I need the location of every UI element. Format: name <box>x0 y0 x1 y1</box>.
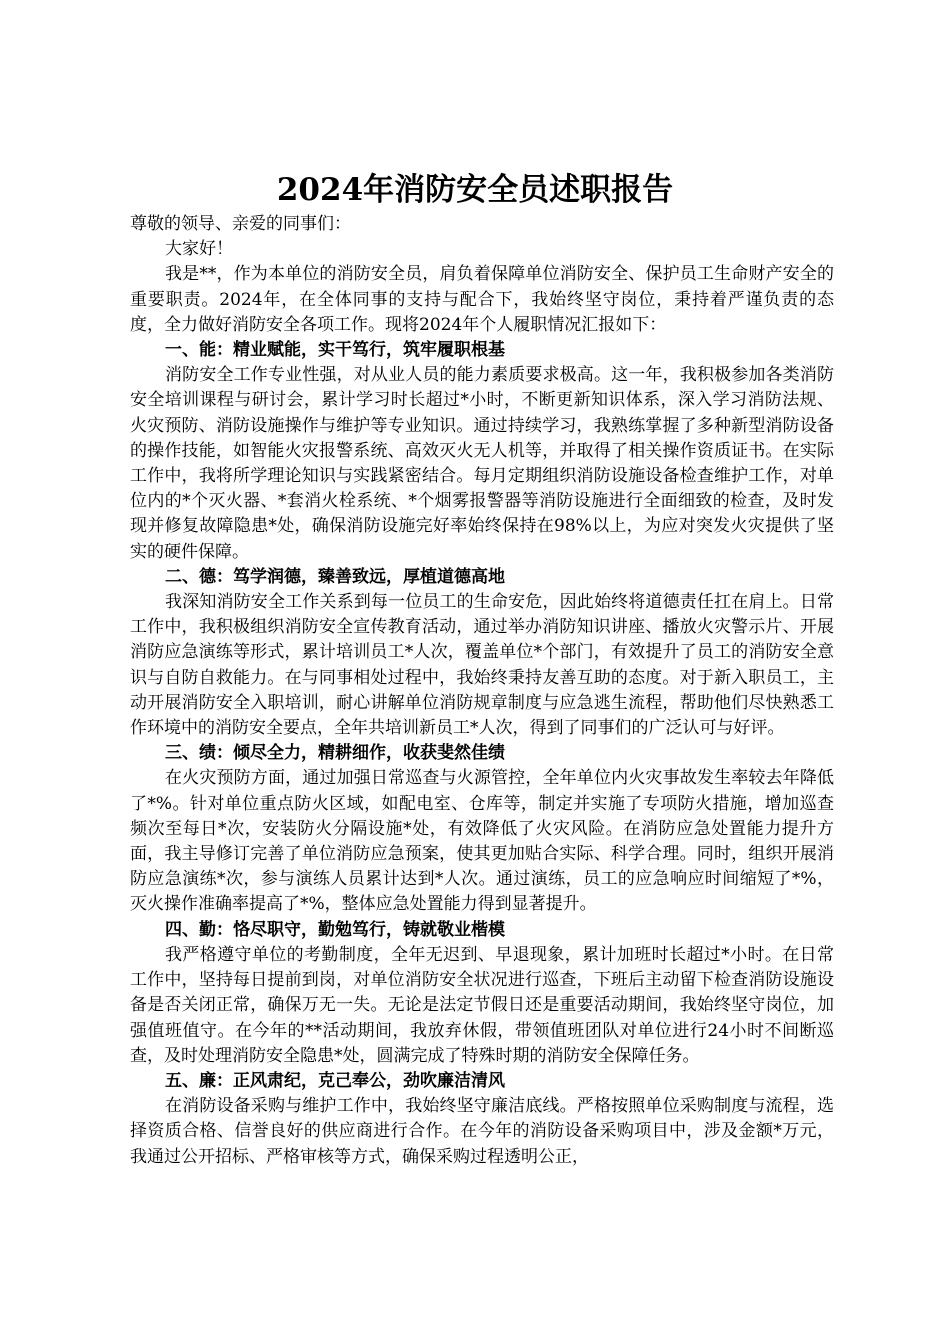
section-body-ability: 消防安全工作专业性强，对从业人员的能力素质要求极高。这一年，我积极参加各类消防安全培训课程与研讨会，累计学习时长超过*小时，不断更新知识体系，深入学习消防法规、火灾预防、消防设施操作与维护等专业知识。通过持续学习，我熟练掌握了多种新型消防设备的操作技能，如智能火灾报警系统、高效灭火无人机等，并取得了相关操作资质证书。在实际工作中，我将所学理论知识与实践紧密结合。每月定期组织消防设施设备检查维护工作，对单位内的*个灭火器、*套消火栓系统、*个烟雾报警器等消防设施进行全面细致的检查，及时发现并修复故障隐患*处，确保消防设施完好率始终保持在98%以上，为应对突发火灾提供了坚实的硬件保障。 <box>130 365 834 562</box>
section-heading-diligence: 四、勤：恪尽职守，勤勉笃行，铸就敬业楷模 <box>165 919 505 940</box>
document-body <box>130 212 834 1170</box>
section-heading-ability: 一、能：精业赋能，实干笃行，筑牢履职根基 <box>165 340 505 361</box>
section-body-performance: 在火灾预防方面，通过加强日常巡查与火源管控，全年单位内火灾事故发生率较去年降低了*%。针对单位重点防火区域，如配电室、仓库等，制定并实施了专项防火措施，增加巡查频次至每日*次，安装防火分隔设施*处，有效降低了火灾风险。在消防应急处置能力提升方面，我主导修订完善了单位消防应急预案，使其更加贴合实际、科学合理。同时，组织开展消防应急演练*次，参与演练人员累计达到*人次。通过演练，员工的应急响应时间缩短了*%，灭火操作准确率提高了*%，整体应急处置能力得到显著提升。 <box>130 768 834 915</box>
section-heading-integrity: 五、廉：正风肃纪，克己奉公，劲吹廉洁清风 <box>165 1070 505 1091</box>
section-heading-virtue: 二、德：笃学润德，臻善致远，厚植道德高地 <box>165 566 505 587</box>
section-body-diligence: 我严格遵守单位的考勤制度，全年无迟到、早退现象，累计加班时长超过*小时。在日常工作中，坚持每日提前到岗，对单位消防安全状况进行巡查，下班后主动留下检查消防设施设备是否关闭正常，确保万无一失。无论是法定节假日还是重要活动期间，我始终坚守岗位，加强值班值守。在今年的**活动期间，我放弃休假，带领值班团队对单位进行24小时不间断巡查，及时处理消防安全隐患*处，圆满完成了特殊时期的消防安全保障任务。 <box>130 944 834 1066</box>
section-body-virtue: 我深知消防安全工作关系到每一位员工的生命安危，因此始终将道德责任扛在肩上。日常工作中，我积极组织消防安全宣传教育活动，通过举办消防知识讲座、播放火灾警示片、开展消防应急演练等形式，累计培训员工*人次，覆盖单位*个部门，有效提升了员工的消防安全意识与自防自救能力。在与同事相处过程中，我始终秉持友善互助的态度。对于新入职员工，主动开展消防安全入职培训，耐心讲解单位消防规章制度与应急逃生流程，帮助他们尽快熟悉工作环境中的消防安全要点，全年共培训新员工*人次，得到了同事们的广泛认可与好评。 <box>130 592 834 739</box>
document-title: 2024年消防安全员述职报告 <box>276 172 674 208</box>
section-heading-performance: 三、绩：倾尽全力，精耕细作，收获斐然佳绩 <box>165 743 505 764</box>
intro-paragraph: 我是**，作为本单位的消防安全员，肩负着保障单位消防安全、保护员工生命财产安全的重要职责。2024年，在全体同事的支持与配合下，我始终坚守岗位，秉持着严谨负责的态度，全力做好消防安全各项工作。现将2024年个人履职情况汇报如下： <box>130 264 834 335</box>
section-body-integrity: 在消防设备采购与维护工作中，我始终坚守廉洁底线。严格按照单位采购制度与流程，选择资质合格、信誉良好的供应商进行合作。在今年的消防设备采购项目中，涉及金额*万元，我通过公开招标、严格审核等方式，确保采购过程透明公正， <box>130 1096 834 1167</box>
greeting: 大家好！ <box>165 239 233 260</box>
salutation: 尊敬的领导、亲爱的同事们： <box>130 214 351 234</box>
